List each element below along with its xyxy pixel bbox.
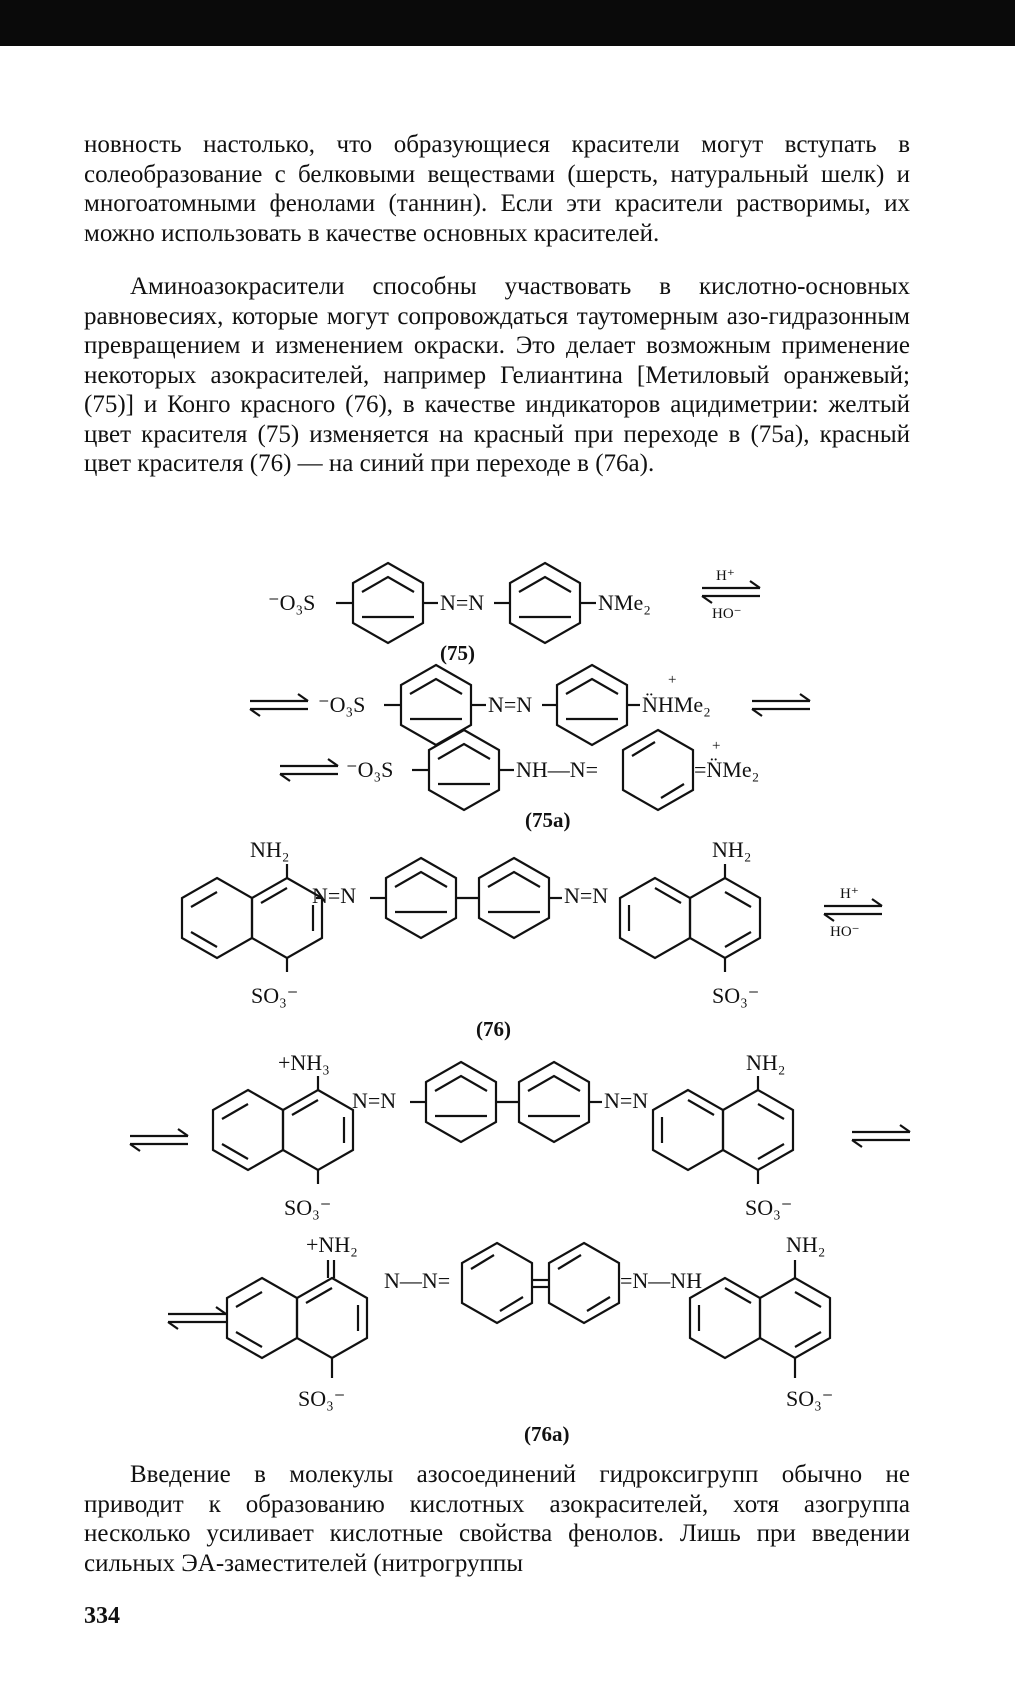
equilibrium-arrow	[250, 694, 308, 716]
benzene-ring	[353, 563, 423, 643]
equilibrium-arrow	[852, 1125, 910, 1147]
quinoid-ring	[549, 1243, 619, 1323]
charge-plus: +	[668, 672, 677, 688]
benzene-ring	[386, 858, 456, 938]
hydrazone-label: N—N=	[384, 1268, 451, 1293]
iminium-label: =N̈Me₂	[694, 757, 760, 782]
amino-label: NH₂	[250, 837, 290, 862]
naphthalene-ring	[620, 878, 760, 958]
caption-76: (76)	[476, 1017, 511, 1041]
azo-label: N=N	[312, 883, 357, 908]
quinoid-ring	[623, 730, 693, 810]
sulfonate-label: SO₃⁻	[712, 983, 760, 1008]
base-label: HO⁻	[830, 924, 860, 940]
dimethylamino-label: NMe₂	[598, 590, 651, 615]
paragraph-3: Введение в молекулы азосоединений гидроксигрупп обычно не приводит к образованию кислотных азокрасителей, хотя азогруппа несколько усиливает кислотные свойства фенолов. Лишь при введении сильных ЭА-заместителей (нитрогруппы	[84, 1461, 910, 1577]
sulfonate-label: SO₃⁻	[298, 1386, 346, 1411]
structure-75	[268, 563, 760, 643]
caption-75a: (75а)	[525, 808, 571, 832]
equilibrium-arrow	[168, 1307, 226, 1329]
azo-label: N=N	[488, 692, 533, 717]
charge-plus: +	[712, 738, 721, 754]
benzene-ring	[519, 1062, 589, 1142]
amino-label: NH₂	[712, 837, 752, 862]
hydrazone-label: =N—NH	[620, 1268, 703, 1293]
equilibrium-arrow	[280, 759, 338, 781]
amino-label: NH₂	[786, 1232, 826, 1257]
sulfonate-label: SO₃⁻	[284, 1195, 332, 1220]
sulfonate-label: SO₃⁻	[786, 1386, 834, 1411]
iminium-label: +NH₂	[306, 1232, 358, 1257]
sulfonate-label: ⁻O₃S	[268, 590, 316, 615]
dimethylammonium-label: N̈HMe₂	[642, 692, 711, 717]
naphthalene-ring	[227, 1278, 367, 1358]
acid-label: H⁺	[840, 886, 859, 902]
paragraph-1: новность настолько, что образующиеся красители могут вступать в солеобразование с белковыми веществами (шерсть, натуральный шелк) и многоатомными фенолами (таннин). Если эти красители растворимы, их можно использовать в качестве основных красителей.	[84, 131, 910, 247]
quinoid-ring	[462, 1243, 532, 1323]
sulfonate-label: SO₃⁻	[745, 1195, 793, 1220]
structure-75-protonated	[250, 665, 810, 745]
equilibrium-arrow	[824, 899, 882, 921]
azo-label: N=N	[352, 1088, 397, 1113]
equilibrium-arrow	[130, 1129, 188, 1151]
benzene-ring	[426, 1062, 496, 1142]
sulfonate-label: ⁻O₃S	[318, 692, 366, 717]
sulfonate-label: ⁻O₃S	[346, 757, 394, 782]
benzene-ring	[479, 858, 549, 938]
naphthalene-ring	[182, 878, 322, 958]
acid-label: H⁺	[716, 568, 735, 584]
ammonium-label: +NH₃	[278, 1050, 330, 1075]
benzene-ring	[510, 563, 580, 643]
structure-76a	[168, 1232, 833, 1411]
azo-label: N=N	[564, 883, 609, 908]
page-number: 334	[84, 1603, 120, 1629]
paragraph-2: Аминоазокрасители способны участвовать в кислотно-основных равновесиях, которые могут сопровождаться таутомерным азо-гидразонным превращением и изменением окраски. Это делает возможным применение некоторых азокрасителей, например Гелиантина [Метиловый оранжевый; (75)] и Конго красного (76), в качестве индикаторов ацидиметрии: желтый цвет красителя (75) изменяется на красный при переходе в (75а), красный цвет красителя (76) — на синий при переходе в (76а).	[84, 273, 910, 477]
caption-75: (75)	[440, 641, 475, 665]
naphthalene-ring	[213, 1090, 353, 1170]
equilibrium-arrow	[752, 694, 810, 716]
sulfonate-label: SO₃⁻	[251, 983, 299, 1008]
equilibrium-arrow	[702, 581, 760, 603]
azo-label: N=N	[440, 590, 485, 615]
azo-label: N=N	[604, 1088, 649, 1113]
hydrazone-label: NH—N=	[516, 757, 599, 782]
amino-label: NH₂	[746, 1050, 786, 1075]
structure-76-protonated	[130, 1050, 910, 1220]
structure-75a	[280, 730, 759, 810]
naphthalene-ring	[690, 1278, 830, 1358]
structure-76	[182, 837, 882, 1008]
naphthalene-ring	[653, 1090, 793, 1170]
base-label: HO⁻	[712, 606, 742, 622]
benzene-ring	[557, 665, 627, 745]
caption-76a: (76а)	[524, 1422, 570, 1446]
